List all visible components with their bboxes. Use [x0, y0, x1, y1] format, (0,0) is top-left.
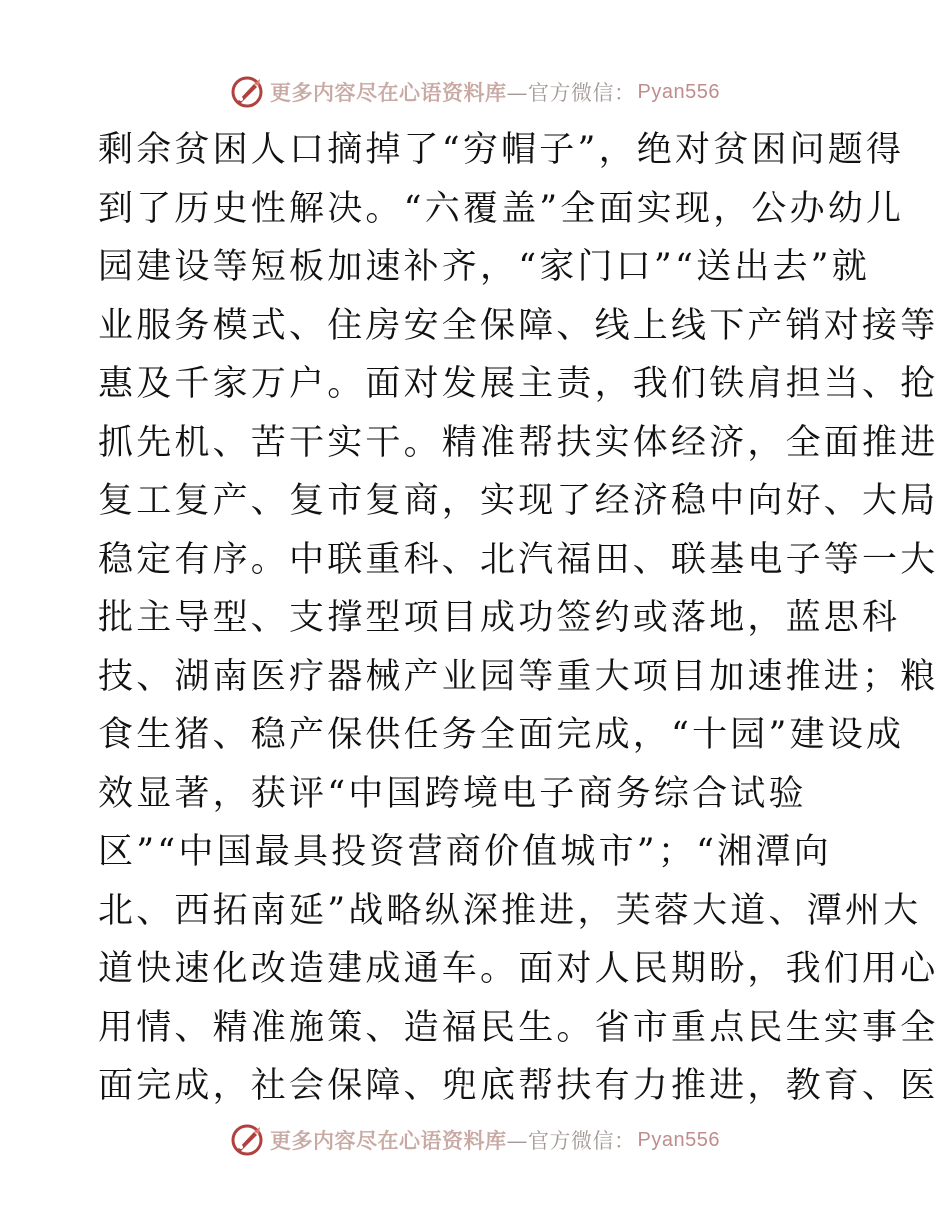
text-line: 效显著，获评“中国跨境电子商务综合试验: [98, 773, 807, 814]
text-line: 道快速化改造建成通车。面对人民期盼，我们用心: [98, 949, 939, 989]
watermark-sub-text: —官方微信：: [506, 81, 636, 105]
watermark-wechat-id: Pyan556: [637, 1128, 720, 1151]
text-line: 惠及千家万户。面对发展主责，我们铁肩担当、抢: [98, 364, 939, 404]
text-line: 到了历史性解决。“六覆盖”全面实现，公办幼儿: [98, 188, 905, 229]
quill-logo-icon: [230, 1123, 264, 1157]
watermark-text: [270, 77, 720, 107]
text-line: 批主导型、支撑型项目成功签约或落地，蓝思科: [98, 598, 901, 638]
watermark-sub-text: —官方微信：: [506, 1129, 636, 1153]
text-line: 稳定有序。中联重科、北汽福田、联基电子等一大: [98, 539, 939, 580]
header-watermark: [0, 72, 950, 112]
text-line: 技、湖南医疗器械产业园等重大项目加速推进；粮: [98, 656, 939, 697]
quill-logo-icon: [230, 75, 264, 109]
text-line: 剩余贫困人口摘掉了“穷帽子”，绝对贫困问题得: [98, 130, 905, 170]
text-line: 北、西拓南延”战略纵深推进，芙蓉大道、潭州大: [98, 890, 922, 931]
text-line: 食生猪、稳产保供任务全面完成，“十园”建设成: [98, 715, 905, 755]
watermark-main-text: 更多内容尽在心语资料库: [270, 1128, 507, 1153]
text-line: 区”“中国最具投资营商价值城市”；“湘潭向: [98, 832, 832, 872]
text-line: 业服务模式、住房安全保障、线上线下产销对接等: [98, 305, 939, 346]
text-line: 用情、精准施策、造福民生。省市重点民生实事全: [98, 1007, 939, 1048]
text-line: 面完成，社会保障、兜底帮扶有力推进，教育、医: [98, 1066, 939, 1106]
text-line: 园建设等短板加速补齐，“家门口”“送出去”就: [98, 247, 870, 287]
watermark-text: [270, 1125, 720, 1155]
watermark-wechat-id: Pyan556: [637, 80, 720, 103]
footer-watermark: [0, 1120, 950, 1160]
document-body: [98, 121, 939, 1116]
text-line: 复工复产、复市复商，实现了经济稳中向好、大局: [98, 481, 939, 521]
watermark-main-text: 更多内容尽在心语资料库: [270, 80, 507, 105]
text-line: 抓先机、苦干实干。精准帮扶实体经济，全面推进: [98, 422, 939, 463]
